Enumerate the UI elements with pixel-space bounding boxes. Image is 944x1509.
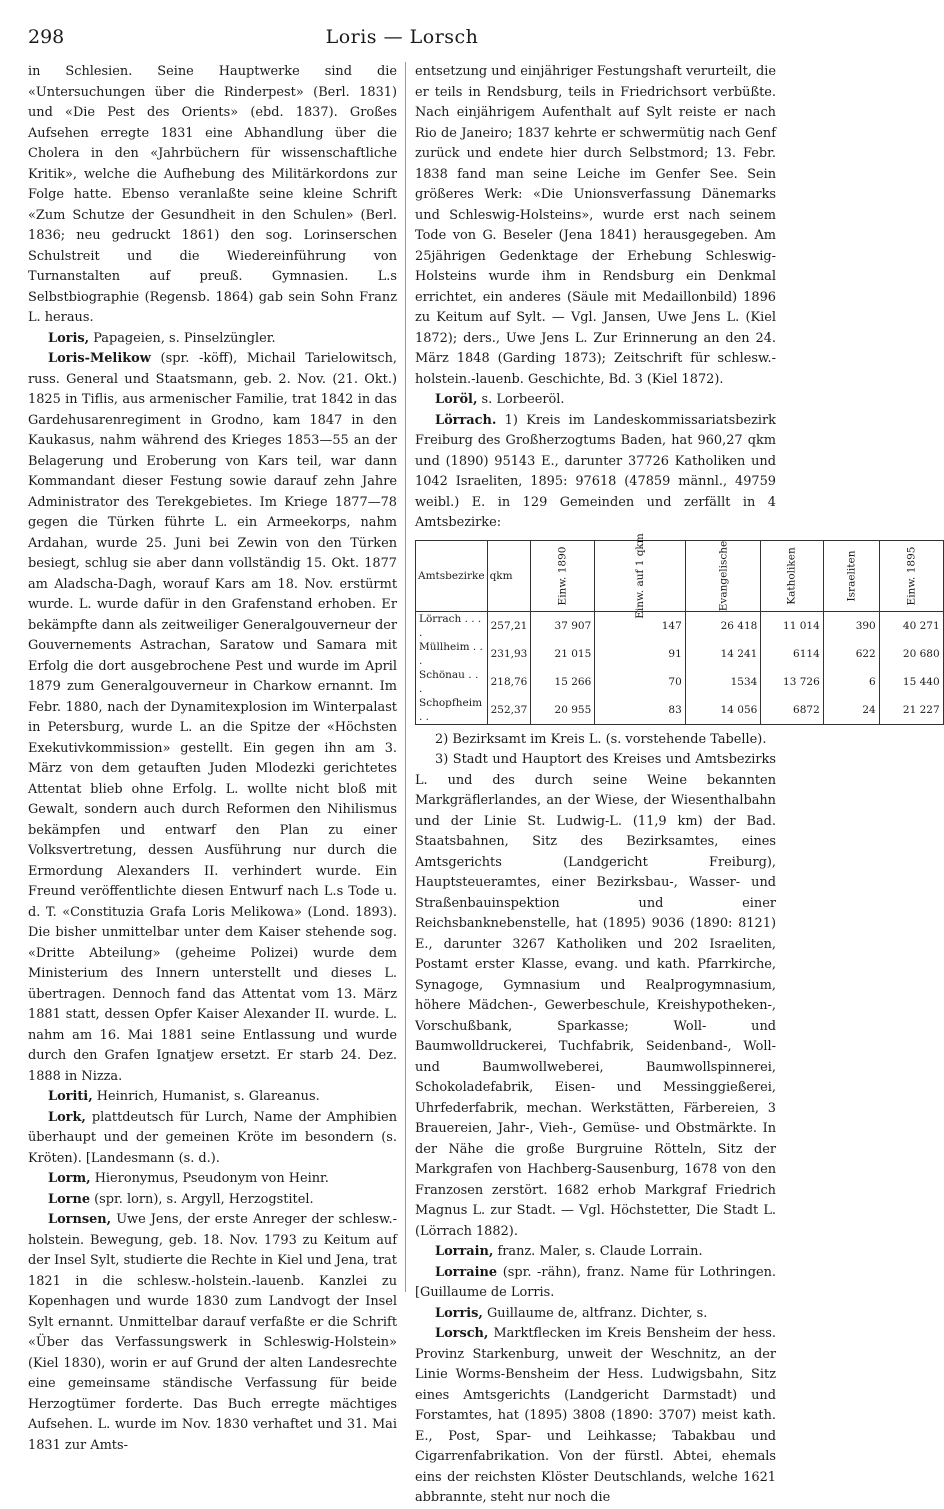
entry-paragraph: Lorsch, Marktflecken im Kreis Bensheim der hess. Provinz Starkenburg, unweit der Weschnitz, an der Linie Worms-Bensheim der Hess. Ludwigsbahn, Sitz eines Amtsgerichts (Landgericht Darmstadt) und Forstamtes, hat (1895) 3808 (1890: 3707) meist kath. E., Post, Spar- und Leihkasse; Tabakbau und Cigarrenfabrikation. Von der fürstl. Abtei, ehemals eins der reichsten Klöster Deutschlands, welche 1621 abbrannte, steht nur noch die (415, 1326, 776, 1505)
entry-paragraph: Lorrain, franz. Maler, s. Claude Lorrain. (435, 1244, 703, 1259)
entry-paragraph: Loröl, s. Lorbeeröl. (435, 392, 565, 407)
entry-paragraph: 3) Stadt und Hauptort des Kreises und Amtsbezirks L. und des durch seine Weine bekannten Markgräflerlandes, an der Wiese, der Wiesenthalbahn und der Linie St. Ludwig-L. (11,9 km) der Bad. Staatsbahnen, Sitz des Bezirksamtes, eines Amtsgerichts (Landgericht Freiburg), Hauptsteueramtes, einer Bezirksbau-, Wasser- und Straßenbauinspektion und einer Reichsbanknebenstelle, hat (1895) 9036 (1890: 8121) E., darunter 3267 Katholiken und 202 Israeliten, Postamt erster Klasse, evang. und kath. Pfarrkirche, Synagoge, Gymnasium und Realprogymnasium, höhere Mädchen-, Gewerbeschule, Kreishypotheken-, Vorschußbank, Sparkasse; Woll- und Baumwolldruckerei, Tuchfabrik, Seidenband-, Woll- und Baumwollweberei, Baumwollspinnerei, Schokoladefabrik, Eisen- und Messinggießerei, Uhrfederfabrik, mechan. Werkstätten, Färbereien, 3 Brauereien, Jahr-, Vieh-, Gemüse- und Obstmärkte. In der Nähe die große Burgruine Rötteln, Sitz der Markgrafen von Hachberg-Sausenburg, 1678 von den Franzosen zerstört. 1682 erhob Markgraf Friedrich Magnus L. zur Stadt. — Vgl. Höchstetter, Die Stadt L. (Lörrach 1882). (415, 752, 776, 1239)
table-header: Einw. 1890 (531, 540, 595, 611)
entry-paragraph: Loriti, Heinrich, Humanist, s. Glareanus. (48, 1089, 320, 1104)
headword: Lorris, (435, 1305, 483, 1321)
column-divider (405, 62, 406, 1292)
table-row: Schönau . . . 218,76 15 266 70 1534 13 726 6 15 440 (416, 668, 944, 696)
headword: Lorm, (48, 1171, 91, 1186)
entry-paragraph: in Schlesien. Seine Hauptwerke sind die «Untersuchungen über die Rinderpest» (Berl. 1831) und «Die Pest des Orients» (ebd. 1837). Großes Aufsehen erregte 1831 eine Abhandlung über die Cholera in den «Jahrbüchern für wissenschaftliche Kritik», welche die Aufhebung des Militärkordons zur Folge hatte. Ebenso veranlaßte seine kleine Schrift «Zum Schutze der Gesundheit in den Schulen» (Berl. 1836; neu gedruckt 1861) den sog. Lorinserschen Schulstreit und die Wiedereinführung von Turnanstalten auf preuß. Gymnasien. L.s Selbstbiographie (Regensb. 1864) gab sein Sohn Franz L. heraus. (28, 64, 397, 325)
right-column (415, 62, 940, 1509)
entry-paragraph: Lorris, Guillaume de, altfranz. Dichter, s. (435, 1305, 708, 1321)
table-header: Einw. auf 1 qkm (595, 540, 686, 611)
running-title: Loris — Lorsch (325, 26, 479, 48)
table-row: Lörrach . . . . 257,21 37 907 147 26 418 11 014 390 40 271 (416, 611, 944, 640)
table-header: Evangelische (685, 540, 761, 611)
table-header: qkm (487, 540, 531, 611)
entry-paragraph: Lorne (spr. lorn), s. Argyll, Herzogstitel. (48, 1191, 314, 1207)
amtsbezirke-table (415, 532, 944, 725)
entry-paragraph: 2) Bezirksamt im Kreis L. (s. vorstehende Tabelle). (435, 731, 767, 747)
page-header (28, 26, 776, 54)
headword: Lorrain, (435, 1244, 494, 1259)
entry-paragraph: Lornsen, Uwe Jens, der erste Anreger der schlesw.-holstein. Bewegung, geb. 18. Nov. 1793 zu Keitum auf der Insel Sylt, studierte die Rechte in Kiel und Jena, trat 1821 in die schlesw.-holstein.-lauenb. Kanzlei zu Kopenhagen und wurde 1830 zum Landvogt der Insel Sylt ernannt. Unmittelbar darauf verfaßte er die Schrift «Über das Verfassungswerk in Schleswig-Holstein» (Kiel 1830), worin er auf Grund der alten Landesrechte eine gemeinsame ständische Verfassung für beide Herzogtümer forderte. Das Buch erregte mächtiges Aufsehen. L. wurde im Nov. 1830 verhaftet und 31. Mai 1831 zur Amts- (28, 1212, 397, 1453)
headword: Lorraine (435, 1264, 498, 1280)
table-row: Müllheim . . . 231,93 21 015 91 14 241 6114 622 20 680 (416, 640, 944, 668)
table-header: Amtsbezirke (416, 540, 488, 611)
headword: Loris-Melikow (48, 351, 151, 366)
left-column (28, 62, 397, 1456)
headword: Lornsen, (48, 1212, 112, 1227)
headword: Lörrach. (435, 412, 497, 428)
entry-paragraph: Lorraine (spr. -rähn), franz. Name für Lothringen. [Guillaume de Lorris. (415, 1264, 776, 1300)
entry-paragraph: Loris-Melikow (spr. -köff), Michail Tarielowitsch, russ. General und Staatsmann, geb. 2. Nov. (21. Okt.) 1825 in Tiflis, aus armenischer Familie, trat 1842 in das Gardehusarenregiment in Grodno, kam 1847 in den Kaukasus, nahm während des Krieges 1853—55 an der Belagerung und Eroberung von Kars teil, war dann Kommandant dieser Festung sowie darauf zehn Jahre Administrator des Terekgebietes. Im Kriege 1877—78 gegen die Türken führte L. ein Armeekorps, nahm Ardahan, wurde 25. Juni bei Zewin von den Türken besiegt, schlug sie aber dann vollständig 15. Okt. 1877 am Aladscha-Dagh, worauf Kars am 18. Nov. erstürmt wurde. L. wurde dafür in den Grafenstand erhoben. Er bekämpfte dann als zeitweiliger Generalgouverneur der Gouvernements Astrachan, Saratow und Samara mit Erfolg die dort ausgebrochene Pest und wurde im April 1879 zum Generalgouverneur in Charkow ernannt. Im Febr. 1880, nach der Dynamitexplosion im Winterpalast in Petersburg, wurde L. an die Spitze der «Höchsten Exekutivkommission» gestellt. Ein gegen ihn am 3. März von dem getauften Juden Mlodezki gerichtetes Attentat blieb ohne Erfolg. L. wollte nicht bloß mit Gewalt, sondern auch durch Reformen den Nihilismus bekämpfen und entwarf den Plan zu einer Volksvertretung, dessen Ausführung nur durch die Ermordung Alexanders II. verhindert wurde. Ein Freund veröffentlichte diesen Entwurf nach L.s Tode u. d. T. «Constituzia Grafa Loris Melikowa» (Lond. 1893). Die bisher unmittelbar unter dem Kaiser stehende sog. «Dritte Abteilung» (geheime Polizei) wurde dem Ministerium des Innern unterstellt und dieses L. übertragen. Dennoch fand das Attentat vom 13. März 1881 statt, dessen Opfer Kaiser Alexander II. wurde. L. nahm am 16. Mai 1881 seine Entlassung und wurde durch den Grafen Ignatjew ersetzt. Er starb 24. Dez. 1888 in Nizza. (28, 351, 397, 1084)
table-header: Einw. 1895 (879, 540, 943, 611)
table-row: Schopfheim . . 252,37 20 955 83 14 056 6872 24 21 227 (416, 696, 944, 725)
headword: Loriti, (48, 1089, 93, 1104)
entry-paragraph: Loris, Papageien, s. Pinselzüngler. (48, 330, 276, 346)
headword: Lork, (48, 1109, 86, 1125)
page-number: 298 (28, 26, 65, 48)
entry-paragraph: Lörrach. 1) Kreis im Landeskommissariatsbezirk Freiburg des Großherzogtums Baden, hat 960,27 qkm und (1890) 95143 E., darunter 37726 Katholiken und 1042 Israeliten, 1895: 97618 (47859 männl., 49759 weibl.) E. in 129 Gemeinden und zerfällt in 4 Amtsbezirke: (415, 412, 776, 530)
headword: Lorsch, (435, 1326, 489, 1341)
table-header-row (416, 540, 944, 611)
headword: Loröl, (435, 392, 478, 407)
entry-paragraph: entsetzung und einjähriger Festungshaft verurteilt, die er teils in Rendsburg, teils in Friedrichsort verbüßte. Nach einjährigem Aufenthalt auf Sylt reiste er nach Rio de Janeiro; 1837 kehrte er schwermütig nach Genf zurück und endete hier durch Selbstmord; 13. Febr. 1838 fand man seine Leiche im Genfer See. Sein größeres Werk: «Die Unionsverfassung Dänemarks und Schleswig-Holsteins», wurde erst nach seinem Tode von G. Beseler (Jena 1841) herausgegeben. Am 25jährigen Gedenktage der Erhebung Schleswig-Holsteins wurde ihm in Rendsburg ein Denkmal errichtet, ein anderes (Säule mit Medaillonbild) 1896 zu Keitum auf Sylt. — Vgl. Jansen, Uwe Jens L. (Kiel 1872); ders., Uwe Jens L. Zur Erinnerung an den 24. März 1848 (Garding 1873); Zeitschrift für schlesw.-holstein.-lauenb. Geschichte, Bd. 3 (Kiel 1872). (415, 64, 776, 387)
headword: Lorne (48, 1191, 91, 1207)
entry-paragraph: Lork, plattdeutsch für Lurch, Name der Amphibien überhaupt und der gemeinen Kröte im besondern (s. Kröten). [Landesmann (s. d.). (28, 1109, 397, 1166)
headword: Loris, (48, 330, 90, 346)
table-header: Israeliten (823, 540, 879, 611)
entry-paragraph: Lorm, Hieronymus, Pseudonym von Heinr. (48, 1171, 329, 1186)
table-header: Katholiken (761, 540, 823, 611)
